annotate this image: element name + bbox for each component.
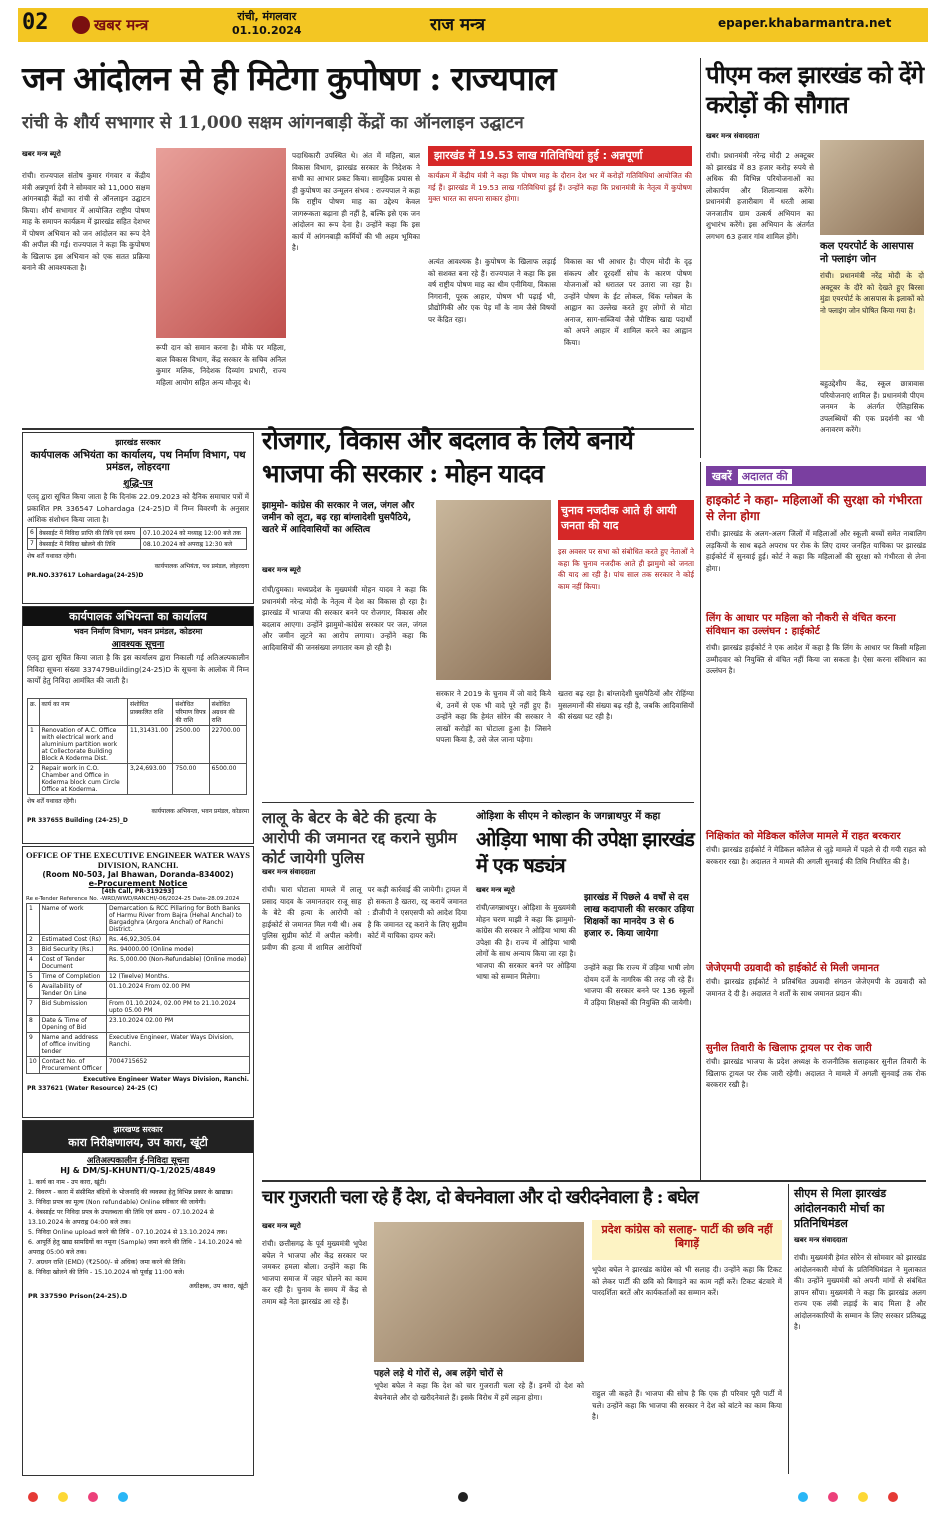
table-row: 10 Contact No. of Procurement Officer 7004715652 [27,1057,250,1074]
cyan-dot [28,1492,38,1502]
baghel-byline: खबर मन्त्र ब्यूरो [262,1222,301,1230]
ad3-table [26,903,250,1074]
tender-ad-lohardaga [22,432,254,604]
pm-sidebar-body: रांची। प्रधानमंत्री नरेंद्र मोदी के दो अक्टूबर के दौरे को देखते हुए बिरसा मुंडा एयरपोर्ट के आसपास के इलाकों को नो फ्लाइंग जोन घोषित किया गया है। [820,270,924,370]
ad4-header [23,1121,253,1153]
lead-photo [156,148,286,338]
odia-pull-quote: झारखंड में पिछले 4 वर्षों से दस लाख कदापाली की सरकार उड़िया शिक्षकों का मानदेय 3 से 6 हजार रु. किया जायेगा [584,893,694,939]
ad3-title: OFFICE OF THE EXECUTIVE ENGINEER WATER WAYS DIVISION, RANCHI. [25,850,251,870]
lead-body-3: अत्यंत आवश्यक है। कुपोषण के खिलाफ लड़ाई को सशक्त बना रहे हैं। राज्यपाल ने कहा कि इस वर्ष राष्ट्रीय पोषण माह का थीम एनीमिया, विकास निगरानी, पूरक आहार, पोषण भी पढ़ाई भी, प्रौद्योगिकी और एक पेड़ माँ के नाम जैसे विषयों पर केंद्रित रहा। [428,257,556,324]
table-row: 2 Repair work in C.O. Chamber and Office in Koderma block cum Circle Office at Koderma. 3,24,693.00 750.00 6500.00 [28,764,247,795]
tender-ad-khunti [22,1120,254,1476]
ad2-pr: PR 337655 Building (24-25)_D [27,817,128,824]
baghel-headline: चार गुजराती चला रहे हैं देश, दो बेचनेवाला और दो खरीदनेवाला है : बघेल [262,1187,698,1208]
pm-sidebar-title: कल एयरपोर्ट के आसपास नो फ्लाइंग जोन [820,241,914,265]
odia-body-2: उन्होंने कहा कि राज्य में उड़िया भाषी लोग दोयम दर्जे के नागरिक की तरह जी रहे हैं। भाजपा की सरकार बनने पर 136 स्कूलों में उड़िया शिक्षकों की नियुक्ति की जायेगी। [584,963,694,1007]
court-body-5: रांची। झारखंड भाजपा के प्रदेश अध्यक्ष के राजनीतिक सलाहकार सुनील तिवारी के खिलाफ ट्रायल पर रोक जारी रहेगी। अदालत ने मामले में अगली सुनवाई तक रोक बरकरार रखी है। [706,1057,926,1089]
tender-ad-koderma [22,606,254,844]
mohan-badge-body: इस अवसर पर सभा को संबोधित करते हुए नेताओं ने कहा कि चुनाव नजदीक आते ही झामुमो को जनता की याद आ रही है। पांच साल तक सरकार ने कोई काम नहीं किया। [558,547,694,591]
soren-headline: सीएम से मिला झारखंड आंदोलनकारी मोर्चा का प्रतिनिधिमंडल [794,1187,887,1230]
court-sub-3: जेजेएमपी उग्रवादी को हाईकोर्ट से मिली जमानत [706,963,880,974]
court-section-tag [706,466,926,486]
red-dot [888,1492,898,1502]
ad1-signature: कार्यपालक अभियंता, पथ प्रमंडल, लोहरदगा [154,563,249,570]
logo-icon [72,16,90,34]
ad1-pr: PR.NO.337617 Lohardaga(24-25)D [27,572,144,579]
list-item: 4. वेबसाईट पर निविदा प्रपत्र के उपलब्धता की तिथि एवं समय - 07.10.2024 से 13.10.2024 के अपराह्न 04:00 बजे तक। [28,1209,214,1226]
table-row: 9 Name and address of office inviting tender Executive Engineer, Water Ways Division, Ranchi. [27,1033,250,1057]
baghel-body-1: रांची। छत्तीसगढ़ के पूर्व मुख्यमंत्री भूपेश बघेल ने भाजपा और केंद्र सरकार पर जमकर हमला बोला। उन्होंने कहा कि भाजपा समाज में जहर घोलने का काम कर रही है। चुनाव के समय में केंद्र से तमाम बड़े नेता झारखंड आ रहे हैं। [262,1239,367,1306]
odia-body: रांची/जगन्नाथपुर। ओड़िशा के मुख्यमंत्री मोहन चरण माझी ने कहा कि झामुमो-कांग्रेस की सरकार ने ओड़िया भाषा की उपेक्षा की है। राज्य में ओड़िया भाषी लोगों के साथ अन्याय किया जा रहा है। भाजपा की सरकार बनने पर ओड़िया भाषा को सम्मान मिलेगा। [476,903,576,981]
list-item: 7. अग्रधन राशि (EMD) (₹2500/- से अधिक) जमा करने की तिथि। [28,1259,186,1266]
court-sub-4: सुनील तिवारी के खिलाफ ट्रायल पर रोक जारी [706,1043,872,1054]
lead-body-1: रांची। राज्यपाल संतोष कुमार गंगवार व केंद्रीय मंत्री अन्नपूर्णा देवी ने सोमवार को 11,000 सक्षम आंगनबाड़ी केंद्रों का रांची से ऑनलाइन उद्घाटन किया। शौर्य सभागार में आयोजित राष्ट्रीय पोषण माह के समापन कार्यक्रम में झारखंड सहित देशभर में पोषण अभियान को जन आंदोलन का रूप देने की अपील की गई। राज्यपाल ने कहा कि कुपोषण के खिलाफ इस अभियान को एक सतत प्रक्रिया बनाने की आवश्यकता है। [22,171,150,272]
yellow-dot [58,1492,68,1502]
court-body-3: रांची। झारखंड हाईकोर्ट ने मेडिकल कॉलेज से जुड़े मामले में पहले से दी गयी राहत को बरकरार रखा है। अदालत ने मामले की अगली सुनवाई की तिथि निर्धारित की है। [706,845,926,866]
table-row: 5 Time of Completion 12 (Twelve) Months. [27,972,250,982]
baghel-sidebar-title: प्रदेश कांग्रेस को सलाह- पार्टी की छवि नहीं बिगाड़ें [592,1220,782,1260]
ad1-sub: शुद्धि-पत्र [123,479,153,489]
baghel-caption-body: भूपेश बघेल ने कहा कि देश को चार गुजराती चला रहे हैं। इनमें दो देश को बेचनेवाले और दो खरीदनेवाले हैं। इसके विरोध में हमें लड़ना होगा। [374,1381,584,1402]
table-row: 2 Estimated Cost (Rs) Rs. 46,92,305.04 [27,935,250,945]
ad4-pr: PR 337590 Prison(24-25).D [28,1292,128,1300]
lead-byline: खबर मन्त्र ब्यूरो [22,150,61,158]
lead-box-body: कार्यक्रम में केंद्रीय मंत्री ने कहा कि पोषण माह के दौरान देश भर में करोड़ों गतिविधियां आयोजित की गई हैं। झारखंड में 19.53 लाख गतिविधियां हुई हैं। उन्होंने कहा कि प्रधानमंत्री के नेतृत्व में कुपोषण मुक्त भारत का सपना साकार होगा। [428,171,692,203]
list-item: 1. कार्य का नाम - उप कारा, खूंटी। [28,1179,107,1186]
ad2-sub1: भवन निर्माण विभाग, भवन प्रमंडल, कोडरमा [73,627,203,636]
court-tag: खबरें [712,469,732,483]
dateline-place: रांची, मंगलवार [237,10,297,23]
pm-body-1: रांची। प्रधानमंत्री नरेन्द्र मोदी 2 अक्टूबर को झारखंड में 83 हजार करोड़ रुपये से अधिक की विभिन्न परियोजनाओं का लोकार्पण और शिलान्यास करेंगे। प्रधानमंत्री हजारीबाग में धरती आबा जनजातीय ग्राम उत्कर्ष अभियान का शुभारंभ करेंगे। इस अभियान के अंतर्गत लगभग 63 हजार गांव शामिल होंगे। [706,151,814,241]
ad1-title: कार्यपालक अभियंता का कार्यालय, पथ निर्माण विभाग, पथ प्रमंडल, लोहरदगा [30,450,246,473]
pm-byline: खबर मन्त्र संवाददाता [706,132,760,140]
table-row: 1 Name of work Demarcation & RCC Pillaring for Both Banks of Harmu River from Bajra (Hehal Anchal) to Bargadghra (Argora Anchal) of Ranchi District. [27,904,250,935]
ad4-sub: अतिअल्पकालीन ई-निविदा सूचना [86,1156,190,1166]
ad4-items [28,1178,248,1278]
ad2-note: शेष शर्तें यथावत रहेंगी। [27,798,77,805]
ad1-table [27,527,247,550]
odia-kicker: ओड़िशा के सीएम ने कोल्हान के जगन्नाथपुर में कहा [476,811,661,822]
table-row: 7 वेबसाईट में निविदा खोलने की तिथि 08.10.2024 को अपराह्न 12:30 बजे [28,539,247,550]
ad4-org: झारखण्ड सरकार [113,1125,163,1134]
soren-body: रांची। मुख्यमंत्री हेमंत सोरेन से सोमवार को झारखंड आंदोलनकारी मोर्चा के प्रतिनिधिमंडल ने मुलाकात की। उन्होंने मुख्यमंत्री को अपनी मांगों से संबंधित ज्ञापन सौंपा। मुख्यमंत्री ने कहा कि झारखंड अलग राज्य एक लंबी लड़ाई के बाद मिला है और आंदोलनकारियों के सम्मान के लिए सरकार प्रतिबद्ध है। [794,1253,926,1331]
registration-mark-icon [458,1492,468,1502]
table-row: 7 Bid Submission From 01.10.2024, 02.00 PM to 21.10.2024 upto 05.00 PM [27,999,250,1016]
court-sub-2: निक्षिकांत को मेडिकल कॉलेज मामले में राहत बरकरार [706,831,901,842]
list-item: 8. निविदा खोलने की तिथि - 15.10.2024 को पूर्वाह्न 11:00 बजे। [28,1269,185,1276]
mohan-kicker: झामुमो- कांग्रेस की सरकार ने जल, जंगल और जमीन को लूटा, बढ़ रहा बांग्लादेशी घुसपैठिये, खतरे में आदिवासियों का अस्तित्व [262,501,415,535]
lalu-headline: लालू के बेटर के बेटे की हत्या के आरोपी की जमानत रद्द कराने सुप्रीम कोर्ट जायेगी पुलिस [262,809,457,867]
court-body-4: रांची। झारखंड हाईकोर्ट ने प्रतिबंधित उग्रवादी संगठन जेजेएमपी के उग्रवादी को जमानत दे दी है। अदालत ने शर्तों के साथ जमानत प्रदान की। [706,977,926,998]
dateline [232,10,302,38]
pm-body-2: बहुउद्देशीय केंद्र, स्कूल छात्रावास परियोजनाएं शामिल हैं। प्रधानमंत्री पीएम जनमन के अंतर्गत ऐतिहासिक उपलब्धियों की एक प्रदर्शनी का भी अनावरण करेंगे। [820,379,924,434]
soren-byline: खबर मन्त्र संवाददाता [794,1236,848,1244]
lead-subhead: रांची के शौर्य सभागार से 11,000 सक्षम आंगनबाड़ी केंद्रों का ऑनलाइन उद्घाटन [22,113,524,133]
logo-text: खबर मन्त्र [94,16,149,34]
column-divider [700,58,701,458]
table-row: 8 Date & Time of Opening of Bid 23.10.2024 02.00 PM [27,1016,250,1033]
magenta-dot [828,1492,838,1502]
baghel-body-2: राहुल जी कहते हैं। भाजपा की सोच है कि एक ही परिवार पूरी पार्टी में चले। उन्होंने कहा कि भाजपा की सरकार ने देश को बांटने का काम किया है। [592,1389,782,1421]
lalu-body: रांची। चारा घोटाला मामले में लालू प्रसाद यादव के जमानतदार राजू साह के बेटे की हत्या के आरोपी को हाईकोर्ट से जमानत मिल गयी थी। अब पुलिस सुप्रीम कोर्ट में अपील करेगी। प्रवीण की हत्या में शामिल आरोपियों पर कड़ी कार्रवाई की जायेगी। ट्रायल में हो सकता है खतरा, रद्द करायें जमानत : डीजीपी ने एसएसपी को आदेश दिया है कि जमानत रद्द कराने के लिए सुप्रीम कोर्ट में याचिका दायर करें। [262,885,467,952]
table-row: 4 Cost of Tender Document Rs. 5,000.00 (Non-Refundable) (Online mode) [27,955,250,972]
ad1-note: शेष शर्तें यथावत रहेंगी। [27,553,77,560]
table-row: 6 वेबसाईट में निविदा प्राप्ति की तिथि एवं समय 07.10.2024 को मध्याह्न 12:00 बजे तक [28,528,247,539]
baghel-sidebar-body: भूपेश बघेल ने झारखंड कांग्रेस को भी सलाह दी। उन्होंने कहा कि टिकट को लेकर पार्टी की छवि को बिगाड़ने का काम नहीं करें। टिकट बंटवारे में पारदर्शिता बरतें और कार्यकर्ताओं का सम्मान करें। [592,1265,782,1297]
cyan-dot [798,1492,808,1502]
baghel-photo [374,1222,584,1362]
website-link[interactable]: epaper.khabarmantra.net [718,16,892,30]
court-tag2: अदालत की [738,469,792,484]
odia-headline: ओड़िया भाषा की उपेक्षा झारखंड में एक षड्यंत्र [476,827,694,877]
magenta-dot [88,1492,98,1502]
lead-caption: रूपी दान को समान करना है। मौके पर महिला, बाल विकास विभाग, केंद्र सरकार के सचिव अनिल कुमार मलिक, निदेशक दिव्यांग प्रभारी, राज्य महिला आयोग सहित अन्य मौजूद थे। [156,343,286,387]
ad4-title: कारा निरीक्षणालय, उप कारा, खूंटी [68,1136,208,1149]
list-item: 3. निविदा प्रपत्र का मूल्य (Non refundable) Online स्वीकार की जायेगी। [28,1199,206,1206]
list-item: 5. निविदा Online upload करने की तिथि - 07.10.2024 से 13.10.2024 तक। [28,1229,228,1236]
mohan-body-2: सरकार ने 2019 के चुनाव में जो वादे किये थे, उनमें से एक भी वादे पूरे नहीं हुए हैं। उन्होंने कहा कि हेमंत सोरेन की सरकार ने लाखों करोड़ों का घोटाला हुआ है। जिसने घपला किया है, उसे जेल जाना पड़ेगा। [436,689,551,744]
list-item: 2. विवरण - कारा में संसीमित बंदियों के भोजनादि की व्यवस्था हेतु विभिन्न प्रकार के खाद्यान्न। [28,1189,233,1196]
ad3-address: (Room N0-503, Jal Bhawan, Doranda-834002) [42,870,234,879]
dateline-date: 01.10.2024 [232,24,302,37]
lead-body-4: विकास का भी आधार है। पीएम मोदी के दृढ़ संकल्प और दूरदर्शी सोच के कारण पोषण योजनाओं को धरातल पर उतारा जा रहा है। उन्होंने पोषण के ईट लोकल, थिंक ग्लोबल के आह्वान का उल्लेख करते हुए लोगों से मोटा अनाज, साग-सब्जियां जैसे पौष्टिक खाद्य पदार्थों को अपने आहार में शामिल करने का आह्वान किया। [564,257,692,347]
ad3-call: [4th Call, PR-319293] [101,888,175,895]
odia-byline: खबर मन्त्र ब्यूरो [476,886,515,894]
ad3-notice: e-Procurement Notice [88,879,188,888]
lalu-byline: खबर मन्त्र संवाददाता [262,868,316,876]
table-row: 1 Renovation of A.C. Office with electrical work and aluminium partition work at Collectorate Building Block A Koderma Dist. 11,31431.00 2500.00 22700.00 [28,726,247,764]
ad2-body: एतद् द्वारा सूचित किया जाता है कि इस कार्यालय द्वारा निकाली गई अतिअल्पकालीन निविदा सूचना संख्या 337479Building(24-25)D के सूचना के आलोक में निम्न कार्यों हेतु निविदा आमंत्रित की जाती है। [27,653,249,685]
ad4-ref: HJ & DM/SJ-KHUNTI/Q-1/2025/4849 [60,1166,216,1175]
ad2-title: कार्यपालक अभियन्ता का कार्यालय [23,607,253,626]
ad3-ref: Re e-Tender Reference No. -WRD/WWD/RANCHI/-06/2024-25 Date-28.09.2024 [26,896,240,902]
table-row: 3 Bid Security (Rs.) Rs. 94000.00 (Online mode) [27,945,250,955]
ad3-pr: PR 337621 (Water Resource) 24-25 (C) [27,1085,158,1092]
column-divider [788,1184,789,1474]
pm-photo [820,140,924,235]
ad1-body: एतद् द्वारा सूचित किया जाता है कि दिनांक 22.09.2023 को दैनिक समाचार पत्रों में प्रकाशित PR 336547 Lohardaga (24-25)D में निम्न विवरणी के अनुसार आंशिक संशोधन किया जाता है। [27,492,249,524]
ad3-footer: Executive Engineer Water Ways Division, Ranchi. [83,1076,249,1083]
ad4-signature: अधीक्षक, उप कारा, खूंटी [188,1282,248,1290]
table-row: 6 Availability of Tender On Line 01.10.2024 From 02.00 PM [27,982,250,999]
print-registration-bar [18,1486,928,1510]
lead-body-2: पदाधिकारी उपस्थित थे। अंत में महिला, बाल विकास विभाग, झारखंड सरकार के निदेशक ने सभी का आभार प्रकट किया। सामूहिक प्रयास से ही कुपोषण का उन्मूलन संभव : राज्यपाल ने कहा कि राष्ट्रीय पोषण माह का उद्देश्य केवल जागरूकता बढ़ाना ही नहीं है, बल्कि इसे एक जन आंदोलन का रूप देना है। उन्होंने कहा कि इस कार्य में आंगनबाड़ी कर्मियों की भी अहम भूमिका है। [292,151,420,252]
section-title: राज मन्त्र [430,15,485,35]
cyan-dot [118,1492,128,1502]
list-item: 6. आपूर्ति हेतु खाद्य सामग्रियों का नमूना (Sample) जमा करने की तिथि - 14.10.2024 को अपराह्न 05:00 बजे तक। [28,1239,242,1256]
ad1-org: झारखंड सरकार [115,438,161,447]
newspaper-logo [72,12,222,38]
ad2-sub2: आवश्यक सूचना [111,640,165,650]
court-body-1: रांची। झारखंड के अलग-अलग जिलों में महिलाओं और स्कूली बच्चों समेत नाबालिग लड़कियों के साथ बढ़ते अपराध पर रोक के लिए दायर जनहित याचिका पर झारखंड हाईकोर्ट में सुनवाई हुई। कोर्ट ने कहा कि महिलाओं की सुरक्षा को गंभीरता से लेना होगा। [706,529,926,573]
ad2-signature: कार्यपालक अभियन्ता, भवन प्रमंडल, कोडरमा [151,808,249,815]
yellow-dot [858,1492,868,1502]
ad2-table [27,698,247,795]
mohan-byline: खबर मन्त्र ब्यूरो [262,566,301,574]
page-number: 02 [22,10,49,35]
mohan-photo [436,500,551,680]
column-divider [700,462,701,1182]
mohan-body-1: रांची/दुमका। मध्यप्रदेश के मुख्यमंत्री मोहन यादव ने कहा कि प्रधानमंत्री नरेन्द्र मोदी के नेतृत्व में देश का विकास हो रहा है। झारखंड में भाजपा की सरकार बनने पर रोजगार, विकास और बदलाव आएगा। उन्होंने झामुमो-कांग्रेस सरकार पर जल, जंगल और जमीन लूटने का आरोप लगाया। उन्होंने कहा कि आदिवासियों की जनसंख्या लगातार कम हो रही है। [262,585,427,652]
table-header-row: क्र. कार्य का नाम संशोधित प्राक्कलित राशि संशोधित परिमाण विपत्र की राशि संशोधित अग्रधन की राशि [28,699,247,726]
baghel-caption: पहले लड़े थे गोरों से, अब लड़ेंगे चोरों से [374,1369,503,1379]
section-rule [262,802,694,803]
court-headline: हाइकोर्ट ने कहा- महिलाओं की सुरक्षा को गंभीरता से लेना होगा [706,493,923,523]
court-sub-1: लिंग के आधार पर महिला को नौकरी से वंचित करना संविधान का उल्लंघन : हाईकोर्ट [706,613,896,637]
tender-ad-waterways [22,846,254,1118]
mohan-badge: चुनाव नजदीक आते ही आयी जनता की याद [558,500,694,540]
lead-box-title: झारखंड में 19.53 लाख गतिविधियां हुई : अन्नपूर्णा [428,146,692,166]
mohan-body-3: खतरा बढ़ रहा है। बांग्लादेशी घुसपैठियों और रोहिंग्या मुसलमानों की संख्या बढ़ रही है, जबकि आदिवासियों की संख्या घट रही है। [558,689,694,721]
section-rule [262,1180,926,1182]
court-body-2: रांची। झारखंड हाईकोर्ट ने एक आदेश में कहा है कि लिंग के आधार पर किसी महिला उम्मीदवार को नियुक्ति से वंचित नहीं किया जा सकता है। ऐसा करना संविधान का उल्लंघन है। [706,643,926,675]
mohan-headline: रोजगार, विकास और बदलाव के लिये बनायें भाजपा की सरकार : मोहन यादव [262,426,633,488]
lead-headline: जन आंदोलन से ही मिटेगा कुपोषण : राज्यपाल [22,59,556,98]
pm-headline: पीएम कल झारखंड को देंगे करोड़ों की सौगात [706,60,924,119]
